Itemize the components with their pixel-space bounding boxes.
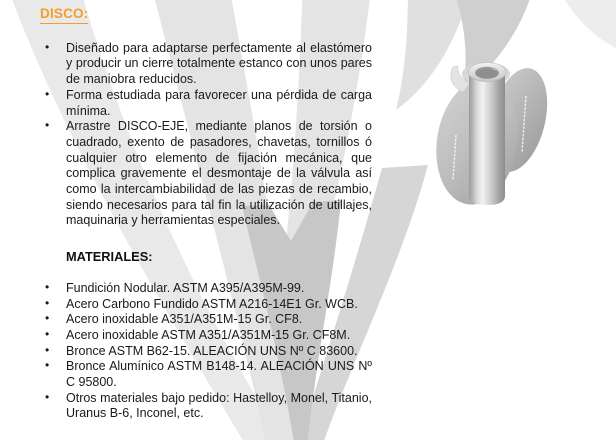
- intro-bullet-list: [40, 41, 372, 229]
- shaft-bore-shadow: [476, 69, 498, 79]
- bullet-item: • Fundición Nodular. ASTM A395/A395M-99.: [40, 281, 372, 297]
- text-column: [40, 6, 372, 422]
- bullet-item: • Acero Carbono Fundido ASTM A216-14E1 Gr. WCB.: [40, 297, 372, 313]
- hub-cylinder: [469, 73, 505, 205]
- bullet-item: • Acero inoxidable A351/A351M-15 Gr. CF8.: [40, 312, 372, 328]
- valve-disc-figure: [433, 56, 548, 214]
- bullet-item: • Diseñado para adaptarse perfectamente al elastómero y producir un cierre totalmente estanco con unos pares de maniobra reducidos.: [40, 41, 372, 88]
- materials-bullet-list: [40, 281, 372, 422]
- valve-disc-image: [433, 56, 548, 214]
- bullet-item: • Forma estudiada para favorecer una pérdida de carga mínima.: [40, 88, 372, 119]
- bullet-item: • Otros materiales bajo pedido: Hastelloy, Monel, Titanio, Uranus B-6, Inconel, etc.: [40, 391, 372, 422]
- bullet-item: • Acero inoxidable ASTM A351/A351M-15 Gr. CF8M.: [40, 328, 372, 344]
- section-title: DISCO:: [40, 6, 88, 24]
- bullet-item: • Bronce ASTM B62-15. ALEACIÓN UNS Nº C 83600.: [40, 344, 372, 360]
- bullet-item: • Arrastre DISCO-EJE, mediante planos de torsión o cuadrado, exento de pasadores, chavetas, tornillos ó cualquier otro elemento de fijación mecánica, que complica gravemente el desmontaje de la válvula así como la intercambiabilidad de las piezas de recambio, siendo necesarios para tal fin la utilización de utillajes, maquinaria y herramientas especiales.: [40, 119, 372, 229]
- materials-heading: MATERIALES:: [66, 249, 153, 265]
- bullet-item: • Bronce Alumínico ASTM B148-14. ALEACIÓN UNS Nº C 95800.: [40, 359, 372, 390]
